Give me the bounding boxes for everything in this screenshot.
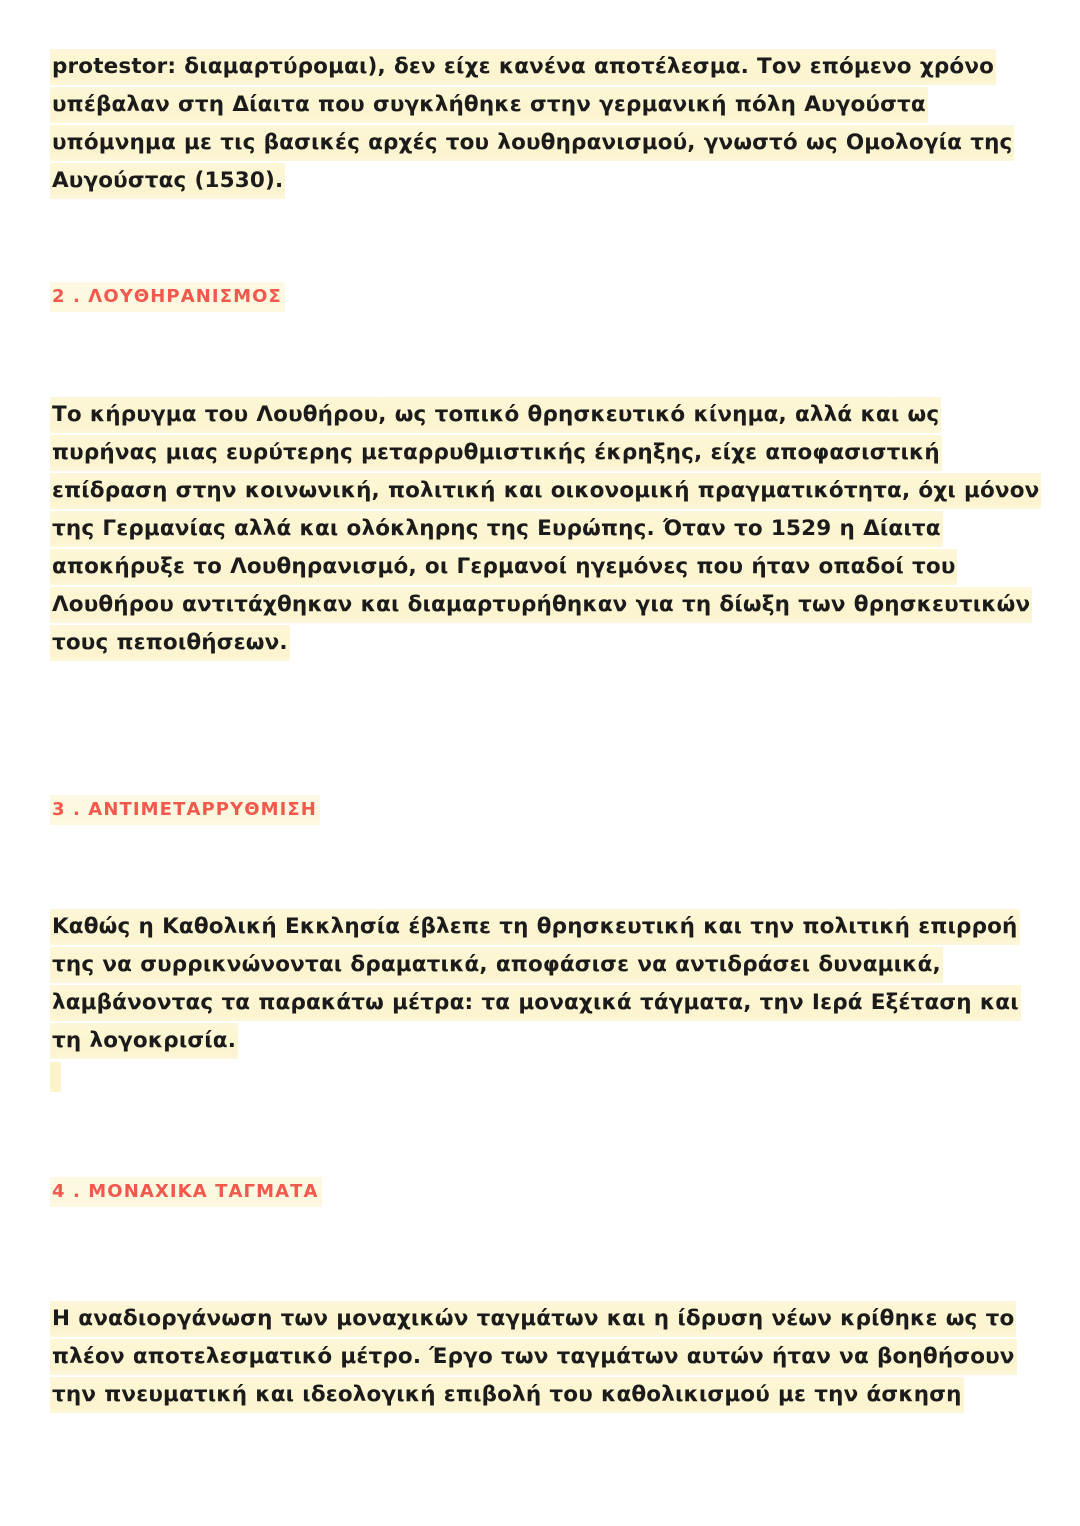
highlighted-text: Η αναδιοργάνωση των μοναχικών ταγμάτων και η ίδρυση νέων κρίθηκε ως το πλέον αποτελεσματικό μέτρο. Έργο των ταγμάτων αυτών ήταν να βοηθήσουν την πνευματική και ιδεολογική επιβολή του καθολικισμού με την άσκηση: [50, 1301, 1017, 1413]
heading-text: 3 . ΑΝΤΙΜΕΤΑΡΡΥΘΜΙΣΗ: [50, 795, 320, 825]
section-heading-2: [50, 282, 1050, 312]
paragraph-intro: [50, 48, 1050, 200]
highlighted-text: protestor: διαμαρτύρομαι), δεν είχε κανένα αποτέλεσμα. Τον επόμενο χρόνο υπέβαλαν στη Δίαιτα που συγκλήθηκε στην γερμανική πόλη Αυγούστα υπόμνημα με τις βασικές αρχές του λουθηρανισμού, γνωστό ως Ομολογία της Αυγούστας (1530).: [50, 49, 1014, 199]
heading-text: 2 . ΛΟΥΘΗΡΑΝΙΣΜΟΣ: [50, 282, 285, 312]
highlighted-text: Το κήρυγμα του Λουθήρου, ως τοπικό θρησκευτικό κίνημα, αλλά και ως πυρήνας μιας ευρύτερης μεταρρυθμιστικής έκρηξης, είχε αποφασιστική επίδραση στην κοινωνική, πολιτική και οικονομική πραγματικότητα, όχι μόνον της Γερμανίας αλλά και ολόκληρης της Ευρώπης. Όταν το 1529 η Δίαιτα αποκήρυξε το Λουθηρανισμό, οι Γερμανοί ηγεμόνες που ήταν οπαδοί του Λουθήρου αντιτάχθηκαν και διαμαρτυρήθηκαν για τη δίωξη των θρησκευτικών τους πεποιθήσεων.: [50, 397, 1041, 661]
heading-text: 4 . ΜΟΝΑΧΙΚΑ ΤΑΓΜΑΤΑ: [50, 1177, 322, 1207]
paragraph-lutheranism: [50, 396, 1050, 662]
highlighted-text: Καθώς η Καθολική Εκκλησία έβλεπε τη θρησκευτική και την πολιτική επιρροή της να συρρικνώνονται δραματικά, αποφάσισε να αντιδράσει δυναμικά, λαμβάνοντας τα παρακάτω μέτρα: τα μοναχικά τάγματα, την Ιερά Εξέταση και τη λογοκρισία.: [50, 909, 1021, 1059]
paragraph-counterreformation: [50, 908, 1050, 1060]
section-heading-3: [50, 795, 1050, 825]
section-heading-4: [50, 1177, 1050, 1207]
paragraph-monastic-orders: [50, 1300, 1050, 1414]
stray-highlight-mark: [50, 1062, 61, 1092]
